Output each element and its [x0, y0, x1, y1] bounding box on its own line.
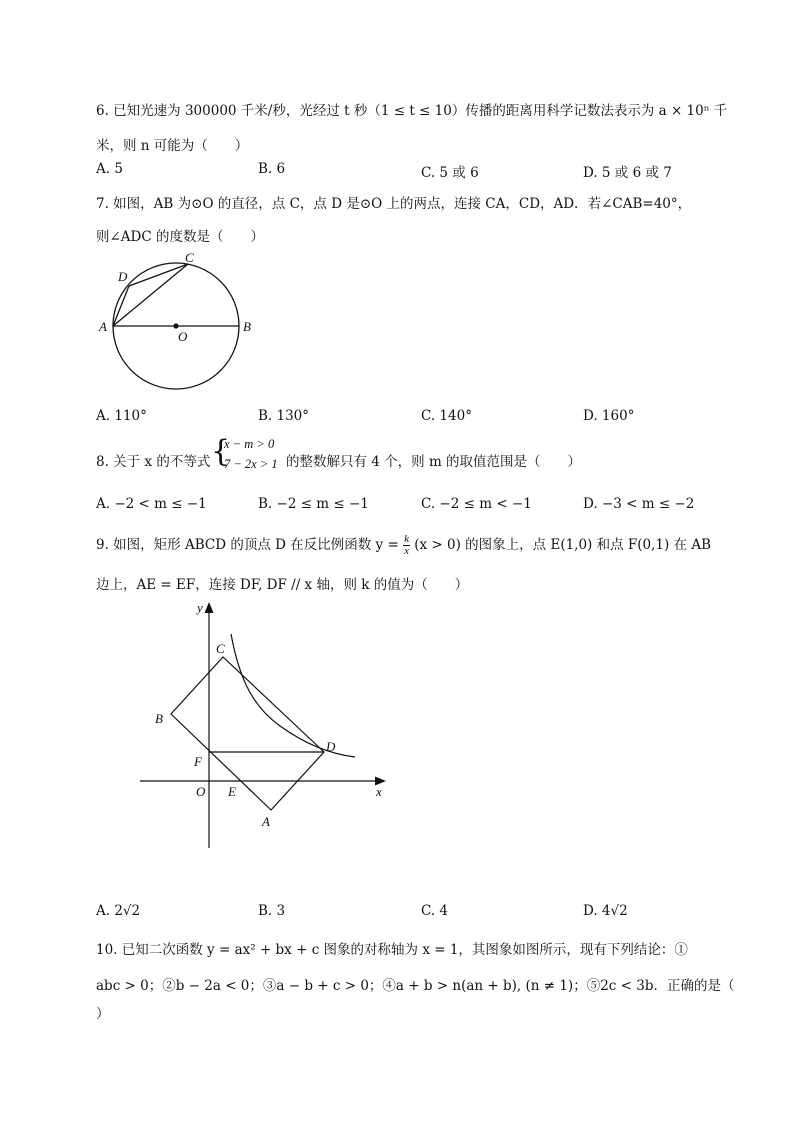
q9-label-e: E: [228, 784, 236, 799]
q9-stem-line2: 边上，AE = EF，连接 DF, DF // x 轴，则 k 的值为（ ）: [96, 577, 469, 593]
q9-option-d: D. 4√2: [583, 903, 628, 919]
q9-label-a: A: [262, 814, 270, 829]
q8-inequality-2: 7 − 2x > 1: [224, 457, 278, 471]
q9-option-c: C. 4: [421, 903, 449, 919]
q9-option-a: A. 2√2: [96, 903, 141, 919]
q9-fraction-numerator: k: [404, 533, 409, 545]
q9-label-x: x: [376, 784, 382, 799]
q10-stem-line3: ）: [96, 1006, 110, 1022]
q10-stem-line1: 10. 已知二次函数 y = ax² + bx + c 图象的对称轴为 x = 1，其图象如图所示，现有下列结论：①: [96, 942, 688, 958]
q7-chord-dc: [129, 264, 188, 286]
q9-label-f: F: [194, 754, 202, 769]
q9-rectangle-abcd: [171, 657, 324, 810]
q6-stem-line2: 米，则 n 可能为（ ）: [96, 138, 249, 154]
q9-stem-part2: (x > 0) 的图象上，点 E(1,0) 和点 F(0,1) 在 AB: [414, 537, 712, 553]
q9-hyperbola: [231, 634, 355, 757]
q8-prefix: 8. 关于 x 的不等式: [96, 454, 211, 470]
q7-option-d: D. 160°: [583, 408, 635, 424]
q6-stem-line1: 6. 已知光速为 300000 千米/秒，光经过 t 秒（1 ≤ t ≤ 10）传播的距离用科学记数法表示为 a × 10ⁿ 千: [96, 103, 728, 119]
q9-label-c: C: [216, 641, 225, 656]
q7-label-d: D: [118, 269, 128, 284]
q8-option-d: D. −3 < m ≤ −2: [583, 496, 695, 512]
q8-option-c: C. −2 ≤ m < −1: [421, 496, 532, 512]
q6-option-a: A. 5: [96, 161, 123, 177]
q10-stem-line2: abc > 0；②b − 2a < 0；③a − b + c > 0；④a + b > n(an + b), (n ≠ 1)；⑤2c < 3b．正确的是（: [96, 978, 735, 994]
q9-stem-part1: 9. 如图，矩形 ABCD 的顶点 D 在反比例函数 y =: [96, 537, 399, 553]
q9-label-d: D: [326, 739, 336, 754]
q8-inequality-1: x − m > 0: [224, 437, 275, 451]
q7-option-a: A. 110°: [96, 408, 147, 424]
q6-option-c: C. 5 或 6: [421, 165, 479, 181]
q7-label-b: B: [243, 319, 251, 334]
q9-fraction-denominator: x: [404, 545, 409, 557]
q8-suffix: 的整数解只有 4 个，则 m 的取值范围是（ ）: [286, 454, 582, 470]
q9-coordinate-figure: [140, 598, 400, 854]
q9-label-o: O: [196, 784, 206, 799]
q7-stem-line1: 7. 如图，AB 为⊙O 的直径，点 C，点 D 是⊙O 上的两点，连接 CA，CD，AD．若∠CAB=40°，: [96, 196, 692, 212]
q7-option-b: B. 130°: [258, 408, 310, 424]
q6-option-d: D. 5 或 6 或 7: [583, 165, 672, 181]
q8-brace: {: [211, 434, 231, 469]
q7-stem-line2: 则∠ADC 的度数是（ ）: [96, 229, 265, 245]
q9-y-axis-arrow: [205, 602, 214, 613]
q9-label-y: y: [197, 600, 203, 615]
q8-option-b: B. −2 ≤ m ≤ −1: [258, 496, 369, 512]
q9-fraction: [403, 534, 410, 557]
q7-label-o: O: [178, 329, 188, 344]
q7-label-a: A: [99, 319, 107, 334]
q7-option-c: C. 140°: [421, 408, 472, 424]
q9-stem-line1: [96, 533, 711, 557]
q7-center-dot: [173, 323, 178, 328]
q7-label-c: C: [185, 250, 194, 265]
q7-circle-figure: [92, 248, 262, 398]
q8-option-a: A. −2 < m ≤ −1: [96, 496, 207, 512]
q6-option-b: B. 6: [258, 161, 286, 177]
q9-label-b: B: [155, 711, 163, 726]
q9-option-b: B. 3: [258, 903, 286, 919]
